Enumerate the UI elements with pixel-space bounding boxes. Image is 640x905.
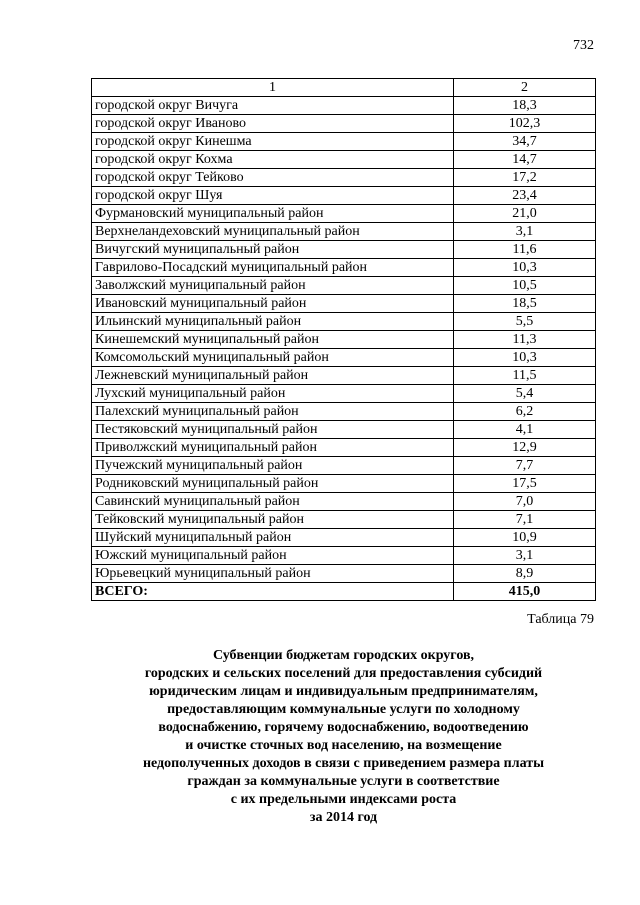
table-row [92,439,596,457]
table-row [92,295,596,313]
subsidy-amount: 10,3 [454,349,596,367]
subsidy-amount: 102,3 [454,115,596,133]
municipality-name: Комсомольский муниципальный район [92,349,454,367]
table-row [92,241,596,259]
title-line: городских и сельских поселений для предоставления субсидий [144,666,543,681]
subsidy-amount: 17,2 [454,169,596,187]
subsidy-amount: 18,5 [454,295,596,313]
title-line: Субвенции бюджетам городских округов, [212,648,475,663]
subsidy-amount: 3,1 [454,223,596,241]
subsidy-amount: 18,3 [454,97,596,115]
municipality-name: городской округ Тейково [92,169,454,187]
subsidy-amount: 4,1 [454,421,596,439]
subsidy-amount: 14,7 [454,151,596,169]
table-label: Таблица 79 [527,612,594,627]
municipality-name: Пучежский муниципальный район [92,457,454,475]
municipality-name: Савинский муниципальный район [92,493,454,511]
table-row [92,475,596,493]
section-title [91,647,596,827]
total-label: ВСЕГО: [92,583,454,601]
title-line: за 2014 год [309,810,378,825]
municipality-name: городской округ Иваново [92,115,454,133]
column-header: 1 [92,79,454,97]
subsidy-amount: 7,7 [454,457,596,475]
subsidy-amount: 6,2 [454,403,596,421]
table-row [92,457,596,475]
municipality-name: Палехский муниципальный район [92,403,454,421]
table-row [92,349,596,367]
municipality-name: Гаврилово-Посадский муниципальный район [92,259,454,277]
table-row [92,529,596,547]
table-row [92,367,596,385]
table-row [92,331,596,349]
table-row [92,313,596,331]
total-amount: 415,0 [454,583,596,601]
subsidy-amount: 34,7 [454,133,596,151]
table-row [92,385,596,403]
municipality-name: Кинешемский муниципальный район [92,331,454,349]
table-row [92,115,596,133]
subsidy-amount: 11,3 [454,331,596,349]
table-header-row [92,79,596,97]
table-body [92,97,596,601]
table-row [92,403,596,421]
title-line: граждан за коммунальные услуги в соответствие [187,774,500,789]
table-row [92,493,596,511]
page-number: 732 [573,38,594,53]
title-line: и очистке сточных вод населению, на возмещение [185,738,502,753]
table-row [92,421,596,439]
table-row [92,187,596,205]
subsidy-amount: 7,0 [454,493,596,511]
subsidy-amount: 12,9 [454,439,596,457]
title-line: предоставляющим коммунальные услуги по холодному [167,702,520,717]
table-row [92,511,596,529]
subsidy-amount: 7,1 [454,511,596,529]
municipality-name: Пестяковский муниципальный район [92,421,454,439]
municipality-name: Ивановский муниципальный район [92,295,454,313]
table-row [92,133,596,151]
subsidy-amount: 23,4 [454,187,596,205]
municipality-name: городской округ Вичуга [92,97,454,115]
municipality-name: Юрьевецкий муниципальный район [92,565,454,583]
title-line: юридическим лицам и индивидуальным предпринимателям, [149,684,538,699]
subsidy-amount: 17,5 [454,475,596,493]
subsidy-amount: 21,0 [454,205,596,223]
municipality-name: Заволжский муниципальный район [92,277,454,295]
table-row [92,169,596,187]
table-row [92,565,596,583]
table-row [92,205,596,223]
subsidy-amount: 10,9 [454,529,596,547]
municipality-name: Южский муниципальный район [92,547,454,565]
table-row [92,277,596,295]
municipality-name: Тейковский муниципальный район [92,511,454,529]
municipality-name: Вичугский муниципальный район [92,241,454,259]
municipality-name: Ильинский муниципальный район [92,313,454,331]
table-row [92,151,596,169]
municipality-name: Родниковский муниципальный район [92,475,454,493]
total-row [92,583,596,601]
municipality-name: городской округ Кинешма [92,133,454,151]
subsidy-amount: 10,3 [454,259,596,277]
municipality-name: Шуйский муниципальный район [92,529,454,547]
subsidy-amount: 10,5 [454,277,596,295]
municipality-name: Верхнеландеховский муниципальный район [92,223,454,241]
subsidy-amount: 5,5 [454,313,596,331]
municipality-name: Приволжский муниципальный район [92,439,454,457]
municipality-name: городской округ Кохма [92,151,454,169]
subsidy-amount: 5,4 [454,385,596,403]
municipality-name: Фурмановский муниципальный район [92,205,454,223]
column-header: 2 [454,79,596,97]
subsidy-amount: 8,9 [454,565,596,583]
subsidy-amount: 3,1 [454,547,596,565]
subsidy-amount: 11,6 [454,241,596,259]
table-row [92,97,596,115]
subsidy-amount: 11,5 [454,367,596,385]
municipality-name: Лежневский муниципальный район [92,367,454,385]
title-line: водоснабжению, горячему водоснабжению, водоотведению [158,720,529,735]
table-row [92,547,596,565]
table-row [92,259,596,277]
table-row [92,223,596,241]
title-line: недополученных доходов в связи с приведением размера платы [142,756,545,771]
municipality-name: городской округ Шуя [92,187,454,205]
municipality-name: Лухский муниципальный район [92,385,454,403]
title-line: с их предельными индексами роста [230,792,457,807]
subsidy-table [91,78,596,601]
